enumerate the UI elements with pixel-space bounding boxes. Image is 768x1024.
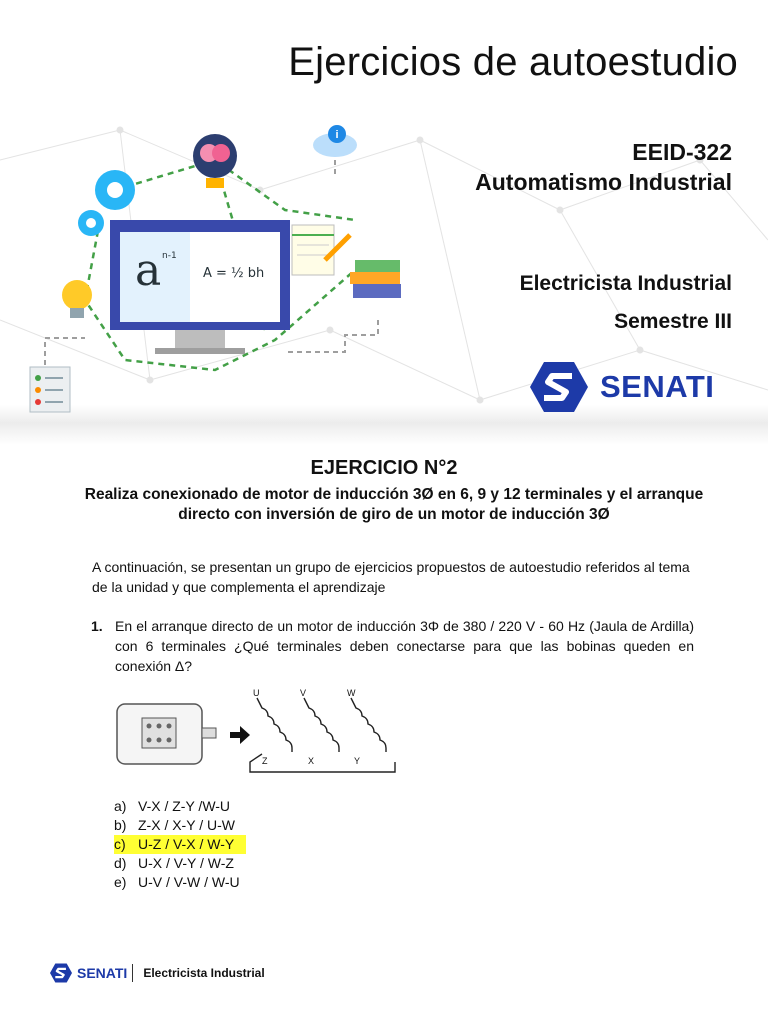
option-text: U-X / V-Y / W-Z (138, 855, 234, 871)
question-1 (92, 616, 694, 676)
answer-option-d[interactable] (114, 854, 246, 873)
course-info (475, 137, 732, 197)
formula-exponent: n-1 (162, 251, 177, 261)
semester: Semestre III (614, 310, 732, 333)
career-info (520, 266, 732, 342)
education-illustration (25, 120, 425, 420)
motor-icon (117, 704, 216, 764)
winding-coils (250, 698, 395, 772)
option-text: Z-X / X-Y / U-W (138, 817, 235, 833)
option-letter: a) (114, 798, 127, 814)
option-letter: d) (114, 855, 127, 871)
footer-logo-icon (50, 963, 72, 983)
option-text: U-V / V-W / W-U (138, 874, 240, 890)
answer-options (114, 797, 246, 892)
notepad-icon (292, 225, 350, 275)
exercise-subtitle: Realiza conexionado de motor de inducción 3Ø en 6, 9 y 12 terminales y el arranque directo con inversión de giro de un motor de inducción 3Ø (84, 486, 704, 523)
question-number: 1. (91, 618, 103, 634)
books-icon (350, 260, 401, 298)
exercise-intro: A continuación, se presentan un grupo de ejercicios propuestos de autoestudio referidos al tema de la unidad y que complementa el aprendizaje (92, 559, 690, 595)
option-letter: e) (114, 874, 127, 890)
question-text: En el arranque directo de un motor de inducción 3Φ de 380 / 220 V - 60 Hz (Jaula de Ardilla) con 6 terminales ¿Qué terminales deben conectarse para que las bobinas queden en conexión Δ? (115, 618, 694, 674)
terminal-label-v: V (300, 688, 307, 698)
option-letter: b) (114, 817, 127, 833)
answer-option-b[interactable] (114, 816, 246, 835)
footer-label: Electricista Industrial (143, 966, 265, 980)
lightbulb-icon (62, 280, 92, 318)
exercise-title: EJERCICIO N°2 (310, 457, 458, 479)
career-name: Electricista Industrial (519, 272, 732, 295)
header-banner (0, 0, 768, 440)
arrow-icon (230, 726, 250, 744)
option-text: U-Z / V-X / W-Y (138, 836, 235, 852)
terminal-label-x: X (308, 756, 315, 766)
page-title: Ejercicios de autoestudio (288, 40, 738, 84)
senati-logo-text: SENATI (600, 369, 715, 404)
terminal-label-w: W (347, 688, 356, 698)
course-name: Automatismo Industrial (475, 169, 732, 195)
answer-option-e[interactable] (114, 873, 246, 892)
brain-lightbulb-icon (193, 134, 237, 188)
footer (50, 963, 265, 983)
formula-big: a (135, 245, 162, 296)
formula-area: A = ½ bh (203, 266, 265, 281)
terminal-label-z: Z (262, 756, 268, 766)
option-text: V-X / Z-Y /W-U (138, 798, 231, 814)
terminal-label-y: Y (354, 756, 361, 766)
motor-terminal-diagram (112, 684, 412, 784)
checklist-icon (30, 367, 70, 412)
course-code: EEID-322 (632, 139, 732, 165)
answer-option-c[interactable] (114, 835, 246, 854)
option-letter: c) (114, 836, 126, 852)
terminal-label-u: U (253, 688, 260, 698)
svg-text:i: i (335, 129, 339, 141)
info-cloud-icon (313, 125, 357, 157)
answer-option-a[interactable] (114, 797, 246, 816)
senati-logo (530, 362, 714, 412)
senati-logo-icon (530, 362, 588, 412)
computer-monitor-icon (110, 220, 290, 354)
footer-divider (132, 964, 133, 982)
footer-logo-text: SENATI (77, 965, 128, 981)
